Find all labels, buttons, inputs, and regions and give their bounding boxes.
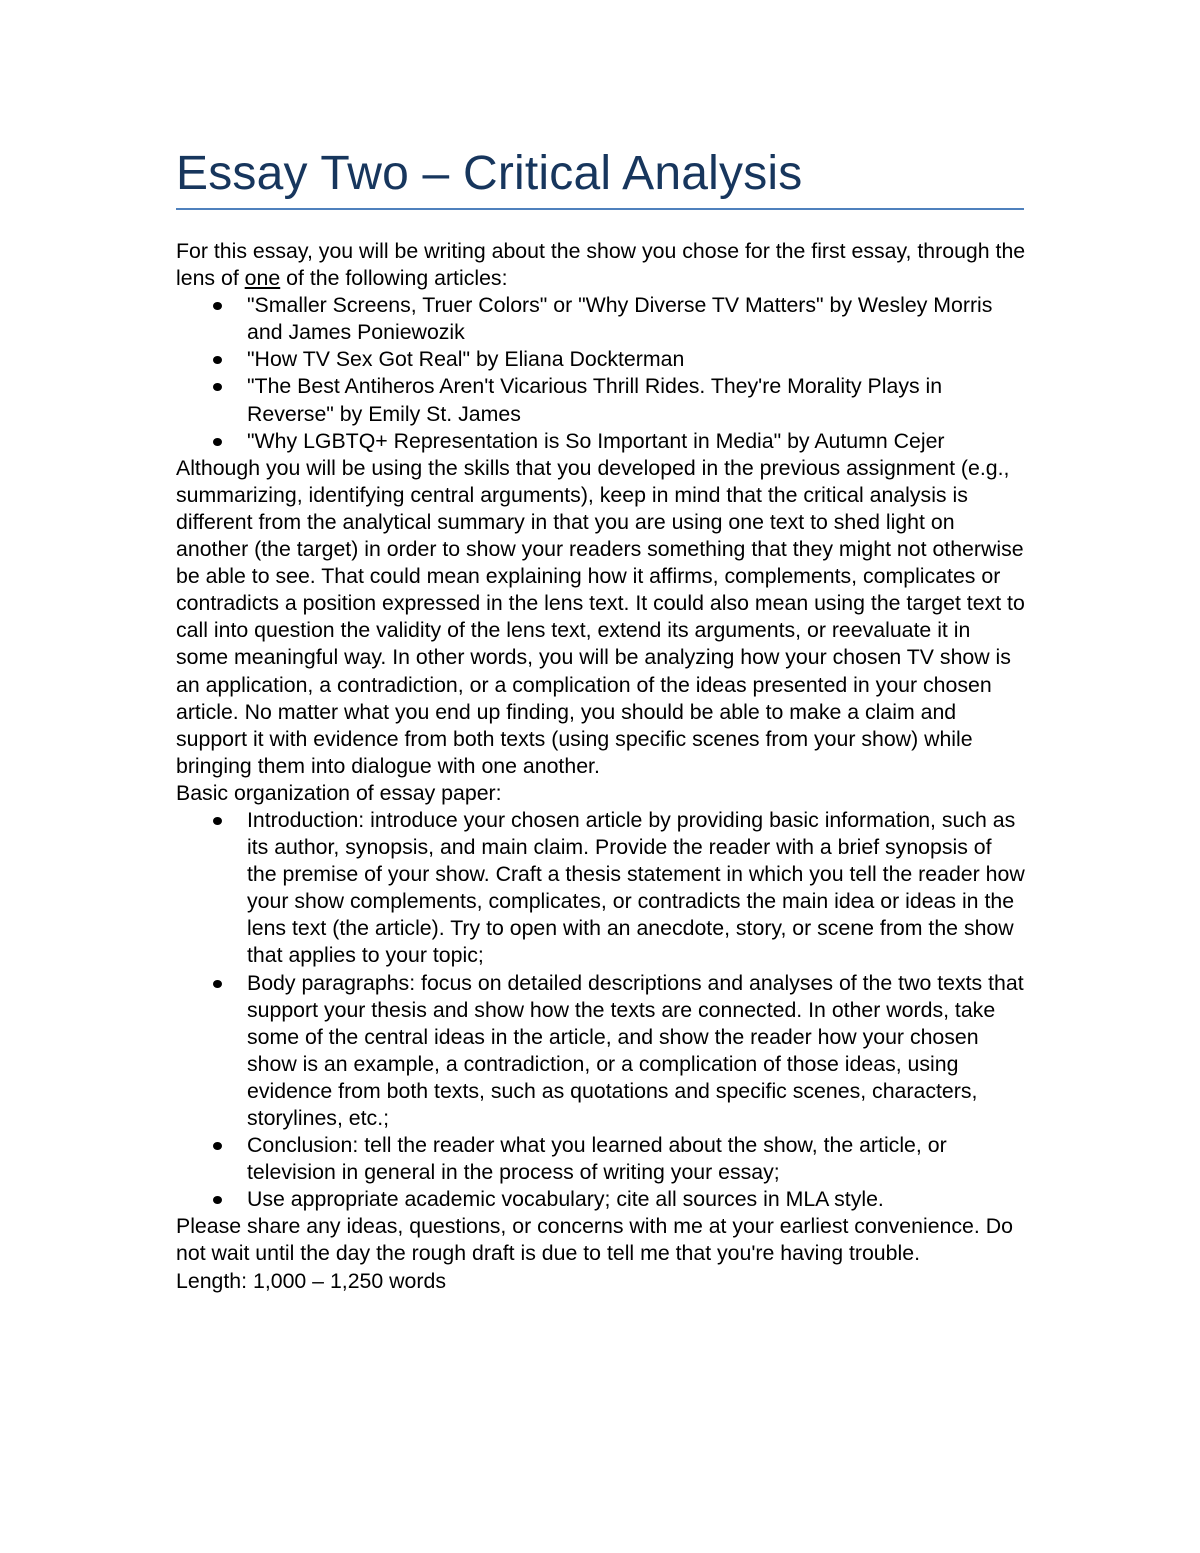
list-item-organization [247, 1132, 1026, 1186]
organization-text: Use appropriate academic vocabulary; cite all sources in MLA style. [247, 1187, 884, 1212]
bullet-icon [213, 817, 222, 825]
intro-emphasis-one: one [244, 266, 281, 291]
article-title: "Smaller Screens, Truer Colors" or "Why Diverse TV Matters" by Wesley Morris and James Poniewozik [247, 293, 993, 345]
organization-text: Body paragraphs: focus on detailed descriptions and analyses of the two texts that support your thesis and show how the texts are connected. In other words, take some of the central ideas in the article, and show the reader how your chosen show is an example, a contradiction, or a complication of those ideas, using evidence from both texts, such as quotations and specific scenes, characters, storylines, etc.; [247, 970, 1024, 1130]
intro-text-before: For this essay, you will be writing about the show you chose for the first essay, through the lens of [176, 239, 1026, 291]
bullet-icon [213, 1142, 222, 1150]
bullet-icon [213, 980, 222, 988]
closing-paragraph: Please share any ideas, questions, or concerns with me at your earliest convenience. Do not wait until the day the rough draft is due to tell me that you're having trouble. [176, 1214, 1013, 1266]
list-item-organization [247, 1186, 1026, 1213]
organization-text: Introduction: introduce your chosen article by providing basic information, such as its author, synopsis, and main claim. Provide the reader with a brief synopsis of the premise of your show. Craft a thesis statement in which you tell the reader how your show complements, complicates, or contradicts the main idea or ideas in the lens text (the article). Try to open with an anecdote, story, or scene from the show that applies to your topic; [247, 807, 1025, 968]
list-item-article [247, 346, 1026, 373]
intro-paragraph [176, 238, 1026, 292]
list-item-article [247, 292, 1026, 346]
document-page [176, 142, 1026, 1295]
article-title: "Why LGBTQ+ Representation is So Important in Media" by Autumn Cejer [247, 428, 945, 453]
list-item-article [247, 428, 1026, 455]
list-item-organization [247, 807, 1026, 970]
title-underline-rule [176, 208, 1024, 210]
article-title: "How TV Sex Got Real" by Eliana Dockterman [247, 347, 685, 372]
bullet-icon [213, 1196, 222, 1204]
article-title: "The Best Antiheros Aren't Vicarious Thrill Rides. They're Morality Plays in Reverse" by Emily St. James [247, 374, 943, 426]
body-paragraph: Although you will be using the skills that you developed in the previous assignment (e.g., summarizing, identifying central arguments), keep in mind that the critical analysis is different from the analytical summary in that you are using one text to shed light on another (the target) in order to show your readers something that they might not otherwise be able to see. That could mean explaining how it affirms, complements, complicates or contradicts a position expressed in the lens text. It could also mean using the target text to call into question the validity of the lens text, extend its arguments, or reevaluate it in some meaningful way. In other words, you will be analyzing how your chosen TV show is an application, a contradiction, or a complication of the ideas presented in your chosen article. No matter what you end up finding, you should be able to make a claim and support it with evidence from both texts (using specific scenes from your show) while bringing them into dialogue with one another. [176, 455, 1025, 778]
organization-text: Conclusion: tell the reader what you learned about the show, the article, or television in general in the process of writing your essay; [247, 1133, 947, 1185]
organization-list [176, 807, 1026, 1213]
document-title: Essay Two – Critical Analysis [176, 147, 803, 200]
list-item-article [247, 373, 1026, 427]
bullet-icon [213, 302, 222, 310]
bullet-icon [213, 438, 222, 446]
bullet-icon [213, 356, 222, 364]
bullet-icon [213, 383, 222, 391]
organization-heading: Basic organization of essay paper: [176, 780, 502, 805]
articles-list [176, 292, 1026, 455]
length-requirement: Length: 1,000 – 1,250 words [176, 1268, 446, 1293]
list-item-organization [247, 970, 1026, 1133]
intro-text-after: of the following articles: [280, 266, 508, 291]
